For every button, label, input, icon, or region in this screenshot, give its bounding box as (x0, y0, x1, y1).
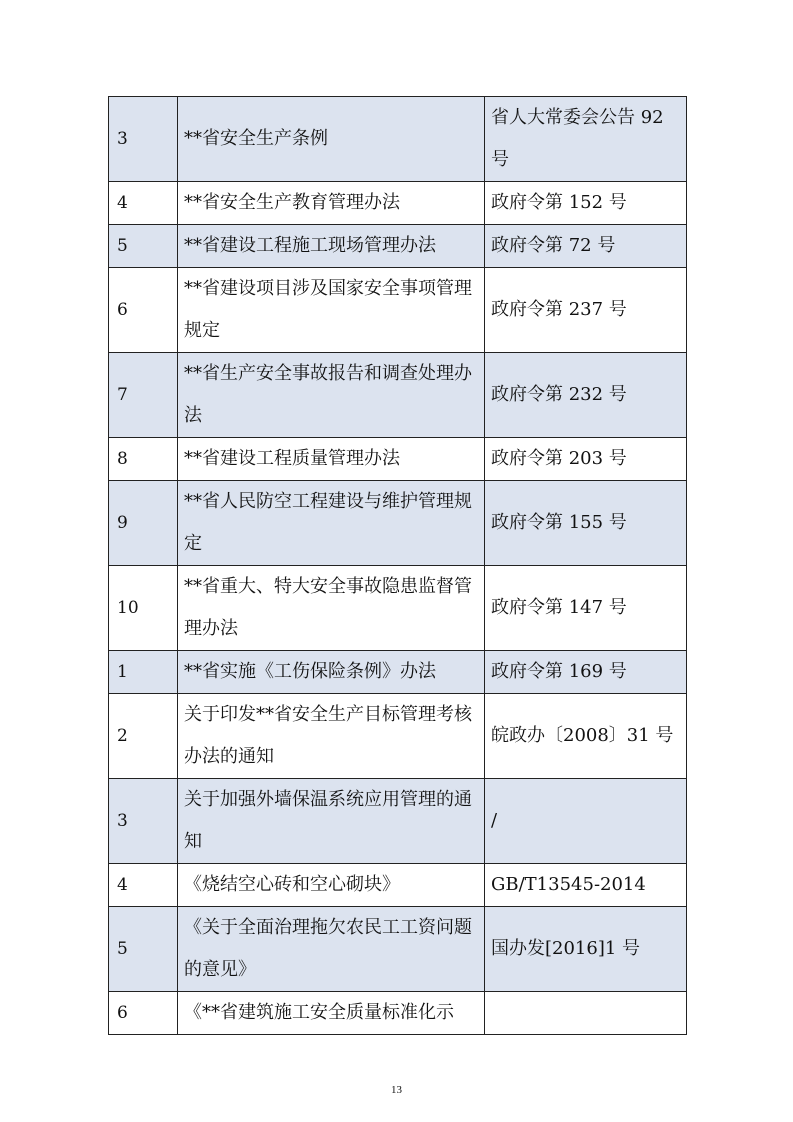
row-number-cell: 3 (109, 779, 178, 864)
regulation-title-cell: 关于加强外墙保温系统应用管理的通知 (178, 779, 485, 864)
table-row (109, 268, 687, 353)
row-number-cell: 8 (109, 438, 178, 481)
row-number-cell: 1 (109, 651, 178, 694)
row-number-cell: 5 (109, 907, 178, 992)
document-reference-cell: 政府令第 147 号 (485, 566, 687, 651)
document-reference-cell: 国办发[2016]1 号 (485, 907, 687, 992)
document-reference-cell: 政府令第 72 号 (485, 225, 687, 268)
regulation-title-cell: **省安全生产教育管理办法 (178, 182, 485, 225)
table-row (109, 651, 687, 694)
regulation-title-cell: 关于印发**省安全生产目标管理考核办法的通知 (178, 694, 485, 779)
table-row (109, 992, 687, 1035)
regulation-title-cell: 《关于全面治理拖欠农民工工资问题的意见》 (178, 907, 485, 992)
row-number-cell: 5 (109, 225, 178, 268)
regulation-title-cell: **省实施《工伤保险条例》办法 (178, 651, 485, 694)
table-row (109, 779, 687, 864)
document-reference-cell: 皖政办〔2008〕31 号 (485, 694, 687, 779)
regulation-title-cell: **省安全生产条例 (178, 97, 485, 182)
table-row (109, 907, 687, 992)
regulation-title-cell: **省建设项目涉及国家安全事项管理规定 (178, 268, 485, 353)
regulations-table-body (109, 97, 687, 1035)
row-number-cell: 4 (109, 182, 178, 225)
regulation-title-cell: 《**省建筑施工安全质量标准化示 (178, 992, 485, 1035)
document-reference-cell: 政府令第 203 号 (485, 438, 687, 481)
table-row (109, 97, 687, 182)
page-number: 13 (391, 1084, 402, 1096)
document-reference-cell: GB/T13545-2014 (485, 864, 687, 907)
document-reference-cell: 政府令第 169 号 (485, 651, 687, 694)
row-number-cell: 9 (109, 481, 178, 566)
table-row (109, 438, 687, 481)
document-reference-cell: 政府令第 237 号 (485, 268, 687, 353)
document-reference-cell: 省人大常委会公告 92 号 (485, 97, 687, 182)
row-number-cell: 6 (109, 992, 178, 1035)
document-reference-cell: 政府令第 155 号 (485, 481, 687, 566)
table-row (109, 566, 687, 651)
row-number-cell: 4 (109, 864, 178, 907)
table-row (109, 353, 687, 438)
document-reference-cell (485, 992, 687, 1035)
row-number-cell: 6 (109, 268, 178, 353)
regulation-title-cell: **省建设工程质量管理办法 (178, 438, 485, 481)
row-number-cell: 10 (109, 566, 178, 651)
regulation-title-cell: **省生产安全事故报告和调查处理办法 (178, 353, 485, 438)
regulations-table (108, 96, 687, 1035)
table-row (109, 481, 687, 566)
table-row (109, 864, 687, 907)
document-reference-cell: / (485, 779, 687, 864)
row-number-cell: 2 (109, 694, 178, 779)
table-row (109, 182, 687, 225)
table-row (109, 694, 687, 779)
regulation-title-cell: **省建设工程施工现场管理办法 (178, 225, 485, 268)
regulation-title-cell: **省人民防空工程建设与维护管理规定 (178, 481, 485, 566)
document-reference-cell: 政府令第 232 号 (485, 353, 687, 438)
table-row (109, 225, 687, 268)
document-reference-cell: 政府令第 152 号 (485, 182, 687, 225)
row-number-cell: 3 (109, 97, 178, 182)
regulation-title-cell: 《烧结空心砖和空心砌块》 (178, 864, 485, 907)
regulation-title-cell: **省重大、特大安全事故隐患监督管理办法 (178, 566, 485, 651)
row-number-cell: 7 (109, 353, 178, 438)
